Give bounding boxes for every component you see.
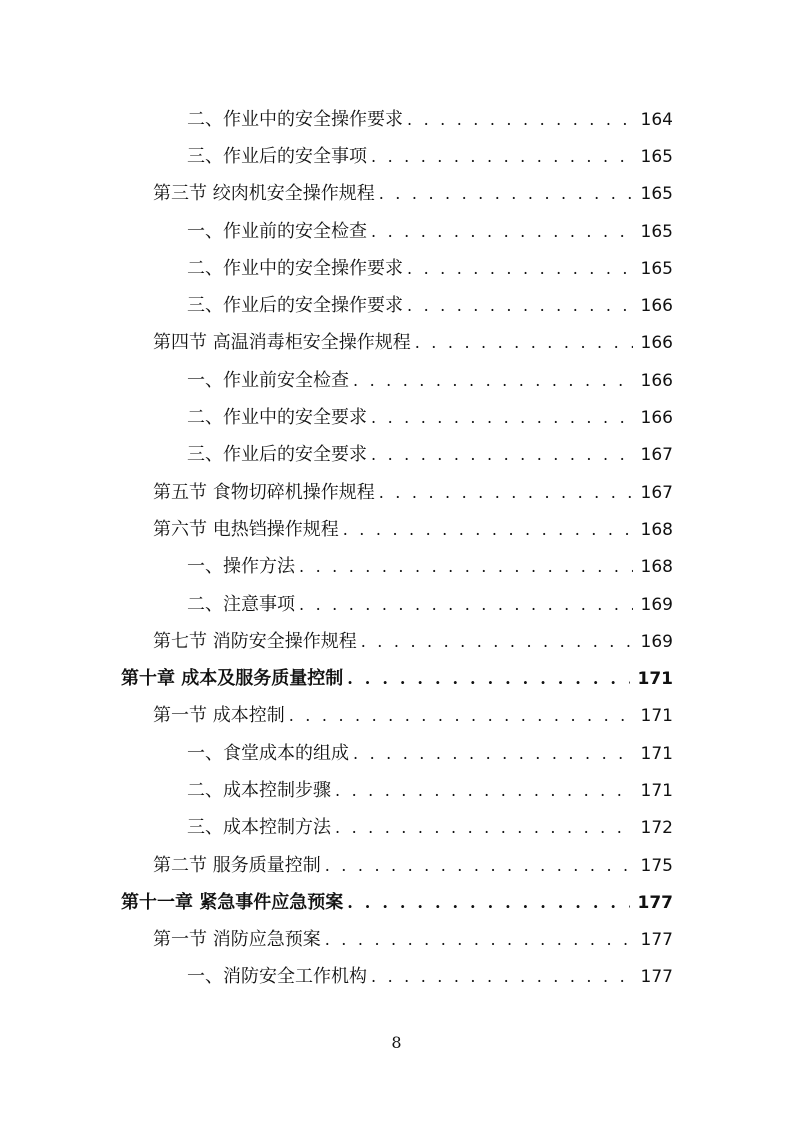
toc-subsection-entry[interactable] bbox=[0, 138, 793, 175]
toc-section-entry[interactable] bbox=[0, 325, 793, 362]
toc-dot-leader bbox=[289, 704, 633, 728]
toc-entry-label: 一、操作方法 bbox=[187, 556, 295, 578]
toc-subsection-entry[interactable] bbox=[0, 437, 793, 474]
toc-entry-page-number: 169 bbox=[640, 594, 673, 615]
toc-subsection-entry[interactable] bbox=[0, 549, 793, 586]
toc-subsection-entry[interactable] bbox=[0, 250, 793, 287]
toc-entry-label: 第一节 成本控制 bbox=[153, 705, 285, 727]
toc-entry-label: 第七节 消防安全操作规程 bbox=[153, 630, 357, 652]
toc-entry-page-number: 171 bbox=[640, 706, 673, 727]
toc-entry-label: 第四节 高温消毒柜安全操作规程 bbox=[153, 332, 411, 354]
toc-subsection-entry[interactable] bbox=[0, 735, 793, 772]
toc-entry-page-number: 165 bbox=[640, 184, 673, 205]
toc-entry-label: 一、食堂成本的组成 bbox=[187, 742, 349, 764]
toc-entry-label: 二、作业中的安全操作要求 bbox=[187, 257, 403, 279]
toc-entry-page-number: 166 bbox=[640, 408, 673, 429]
toc-dot-leader bbox=[379, 481, 633, 505]
toc-dot-leader bbox=[371, 220, 633, 244]
toc-entry-page-number: 177 bbox=[637, 892, 673, 913]
toc-entry-label: 第五节 食物切碎机操作规程 bbox=[153, 481, 375, 503]
toc-dot-leader bbox=[371, 406, 633, 430]
toc-dot-leader bbox=[415, 331, 633, 355]
toc-entry-page-number: 166 bbox=[640, 296, 673, 317]
toc-entry-label: 三、作业后的安全要求 bbox=[187, 444, 367, 466]
toc-entry-page-number: 168 bbox=[640, 557, 673, 578]
toc-section-entry[interactable] bbox=[0, 511, 793, 548]
toc-dot-leader bbox=[299, 593, 633, 617]
toc-chapter-entry[interactable] bbox=[0, 884, 793, 921]
toc-entry-label: 第十一章 紧急事件应急预案 bbox=[121, 891, 344, 913]
toc-dot-leader bbox=[335, 779, 633, 803]
toc-dot-leader bbox=[361, 630, 633, 654]
toc-subsection-entry[interactable] bbox=[0, 959, 793, 996]
toc-dot-leader bbox=[347, 667, 629, 691]
toc-entry-page-number: 165 bbox=[640, 146, 673, 167]
toc-section-entry[interactable] bbox=[0, 176, 793, 213]
toc-dot-leader bbox=[335, 816, 633, 840]
toc-entry-label: 二、成本控制步骤 bbox=[187, 779, 331, 801]
toc-subsection-entry[interactable] bbox=[0, 772, 793, 809]
toc-dot-leader bbox=[407, 108, 633, 132]
page-number: 8 bbox=[391, 1033, 402, 1052]
toc-dot-leader bbox=[325, 854, 633, 878]
toc-entry-page-number: 167 bbox=[640, 482, 673, 503]
toc-entry-page-number: 171 bbox=[637, 669, 673, 690]
toc-entry-page-number: 168 bbox=[640, 519, 673, 540]
toc-entry-page-number: 177 bbox=[640, 967, 673, 988]
toc-section-entry[interactable] bbox=[0, 847, 793, 884]
table-of-contents bbox=[0, 101, 793, 996]
toc-subsection-entry[interactable] bbox=[0, 362, 793, 399]
toc-entry-label: 一、作业前的安全检查 bbox=[187, 220, 367, 242]
toc-entry-page-number: 165 bbox=[640, 221, 673, 242]
toc-dot-leader bbox=[379, 182, 633, 206]
toc-entry-label: 二、作业中的安全操作要求 bbox=[187, 108, 403, 130]
toc-dot-leader bbox=[347, 891, 629, 915]
toc-dot-leader bbox=[353, 369, 633, 393]
toc-entry-page-number: 172 bbox=[640, 818, 673, 839]
toc-dot-leader bbox=[353, 742, 633, 766]
toc-subsection-entry[interactable] bbox=[0, 287, 793, 324]
toc-entry-label: 第三节 绞肉机安全操作规程 bbox=[153, 183, 375, 205]
toc-entry-label: 第二节 服务质量控制 bbox=[153, 854, 321, 876]
toc-section-entry[interactable] bbox=[0, 623, 793, 660]
toc-entry-label: 三、作业后的安全事项 bbox=[187, 145, 367, 167]
toc-subsection-entry[interactable] bbox=[0, 586, 793, 623]
toc-entry-label: 一、消防安全工作机构 bbox=[187, 966, 367, 988]
toc-entry-page-number: 167 bbox=[640, 445, 673, 466]
toc-dot-leader bbox=[371, 443, 633, 467]
toc-dot-leader bbox=[407, 257, 633, 281]
toc-section-entry[interactable] bbox=[0, 922, 793, 959]
toc-entry-page-number: 171 bbox=[640, 780, 673, 801]
toc-entry-page-number: 165 bbox=[640, 258, 673, 279]
toc-entry-label: 三、成本控制方法 bbox=[187, 817, 331, 839]
toc-subsection-entry[interactable] bbox=[0, 101, 793, 138]
toc-entry-page-number: 175 bbox=[640, 855, 673, 876]
toc-entry-label: 二、注意事项 bbox=[187, 593, 295, 615]
toc-entry-label: 三、作业后的安全操作要求 bbox=[187, 295, 403, 317]
toc-subsection-entry[interactable] bbox=[0, 810, 793, 847]
toc-entry-label: 第一节 消防应急预案 bbox=[153, 929, 321, 951]
toc-subsection-entry[interactable] bbox=[0, 399, 793, 436]
toc-section-entry[interactable] bbox=[0, 698, 793, 735]
toc-chapter-entry[interactable] bbox=[0, 660, 793, 697]
toc-entry-page-number: 177 bbox=[640, 930, 673, 951]
toc-dot-leader bbox=[325, 928, 633, 952]
toc-dot-leader bbox=[407, 294, 633, 318]
toc-entry-label: 二、作业中的安全要求 bbox=[187, 407, 367, 429]
toc-entry-label: 第十章 成本及服务质量控制 bbox=[121, 668, 344, 690]
toc-dot-leader bbox=[371, 145, 633, 169]
toc-entry-page-number: 166 bbox=[640, 370, 673, 391]
toc-section-entry[interactable] bbox=[0, 474, 793, 511]
toc-dot-leader bbox=[299, 555, 633, 579]
toc-entry-label: 一、作业前安全检查 bbox=[187, 369, 349, 391]
toc-subsection-entry[interactable] bbox=[0, 213, 793, 250]
toc-entry-page-number: 171 bbox=[640, 743, 673, 764]
toc-entry-label: 第六节 电热铛操作规程 bbox=[153, 518, 339, 540]
toc-dot-leader bbox=[343, 518, 633, 542]
toc-entry-page-number: 169 bbox=[640, 631, 673, 652]
toc-entry-page-number: 166 bbox=[640, 333, 673, 354]
toc-entry-page-number: 164 bbox=[640, 109, 673, 130]
toc-dot-leader bbox=[371, 965, 633, 989]
